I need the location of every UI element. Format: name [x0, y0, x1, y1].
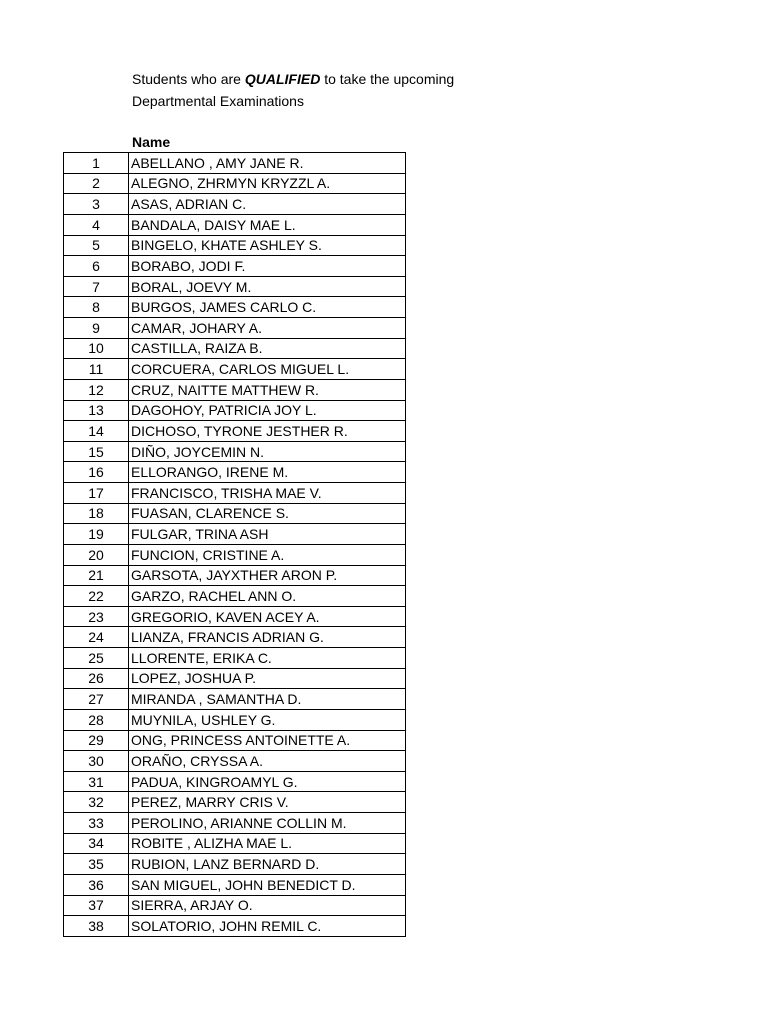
- student-name: BANDALA, DAISY MAE L.: [129, 214, 406, 235]
- row-number: 24: [64, 627, 129, 648]
- row-number: 29: [64, 730, 129, 751]
- student-name: FUNCION, CRISTINE A.: [129, 544, 406, 565]
- table-row: [64, 648, 406, 669]
- student-name: FRANCISCO, TRISHA MAE V.: [129, 483, 406, 504]
- student-name: ABELLANO , AMY JANE R.: [129, 153, 406, 174]
- student-name: SOLATORIO, JOHN REMIL C.: [129, 916, 406, 937]
- student-name: CAMAR, JOHARY A.: [129, 318, 406, 339]
- student-name: FUASAN, CLARENCE S.: [129, 503, 406, 524]
- row-number: 1: [64, 153, 129, 174]
- table-row: [64, 173, 406, 194]
- row-number: 10: [64, 338, 129, 359]
- row-number: 36: [64, 874, 129, 895]
- table-row: [64, 235, 406, 256]
- row-number: 22: [64, 586, 129, 607]
- heading-text-after: to take the upcoming: [320, 71, 455, 87]
- row-number: 7: [64, 276, 129, 297]
- row-number: 33: [64, 813, 129, 834]
- row-number: 14: [64, 421, 129, 442]
- row-number: 25: [64, 648, 129, 669]
- table-row: [64, 565, 406, 586]
- heading-line-1: [132, 68, 552, 90]
- row-number: 16: [64, 462, 129, 483]
- table-row: [64, 524, 406, 545]
- row-number: 34: [64, 833, 129, 854]
- student-name: FULGAR, TRINA ASH: [129, 524, 406, 545]
- row-number: 4: [64, 214, 129, 235]
- student-name: CASTILLA, RAIZA B.: [129, 338, 406, 359]
- student-name: BINGELO, KHATE ASHLEY S.: [129, 235, 406, 256]
- table-row: [64, 751, 406, 772]
- table-row: [64, 709, 406, 730]
- student-name: DIÑO, JOYCEMIN N.: [129, 441, 406, 462]
- table-row: [64, 421, 406, 442]
- heading-text-before: Students who are: [132, 71, 245, 87]
- table-row: [64, 833, 406, 854]
- table-row: [64, 214, 406, 235]
- student-name: LLORENTE, ERIKA C.: [129, 648, 406, 669]
- table-row: [64, 544, 406, 565]
- row-number: 12: [64, 379, 129, 400]
- table-row: [64, 730, 406, 751]
- student-name: RUBION, LANZ BERNARD D.: [129, 854, 406, 875]
- table-row: [64, 256, 406, 277]
- row-number: 31: [64, 771, 129, 792]
- table-row: [64, 916, 406, 937]
- table-row: [64, 854, 406, 875]
- table-row: [64, 379, 406, 400]
- student-name: ROBITE , ALIZHA MAE L.: [129, 833, 406, 854]
- row-number: 30: [64, 751, 129, 772]
- student-name: ALEGNO, ZHRMYN KRYZZL A.: [129, 173, 406, 194]
- student-name: ONG, PRINCESS ANTOINETTE A.: [129, 730, 406, 751]
- row-number: 37: [64, 895, 129, 916]
- qualified-emphasis: QUALIFIED: [244, 71, 321, 87]
- table-row: [64, 318, 406, 339]
- table-row: [64, 792, 406, 813]
- table-row: [64, 503, 406, 524]
- row-number: 32: [64, 792, 129, 813]
- row-number: 20: [64, 544, 129, 565]
- table-row: [64, 813, 406, 834]
- student-name: GARSOTA, JAYXTHER ARON P.: [129, 565, 406, 586]
- table-row: [64, 359, 406, 380]
- row-number: 5: [64, 235, 129, 256]
- student-name: CORCUERA, CARLOS MIGUEL L.: [129, 359, 406, 380]
- row-number: 6: [64, 256, 129, 277]
- student-name: ASAS, ADRIAN C.: [129, 194, 406, 215]
- table-row: [64, 441, 406, 462]
- row-number: 27: [64, 689, 129, 710]
- table-row: [64, 586, 406, 607]
- student-name: LIANZA, FRANCIS ADRIAN G.: [129, 627, 406, 648]
- table-row: [64, 276, 406, 297]
- student-name: CRUZ, NAITTE MATTHEW R.: [129, 379, 406, 400]
- student-name: ORAÑO, CRYSSA A.: [129, 751, 406, 772]
- roster-body: [64, 153, 406, 937]
- student-roster-table: [63, 152, 406, 937]
- student-name: GARZO, RACHEL ANN O.: [129, 586, 406, 607]
- student-name: MIRANDA , SAMANTHA D.: [129, 689, 406, 710]
- table-row: [64, 338, 406, 359]
- table-row: [64, 627, 406, 648]
- row-number: 23: [64, 606, 129, 627]
- student-name: BORABO, JODI F.: [129, 256, 406, 277]
- table-row: [64, 895, 406, 916]
- row-number: 13: [64, 400, 129, 421]
- student-name: PADUA, KINGROAMYL G.: [129, 771, 406, 792]
- table-row: [64, 689, 406, 710]
- table-row: [64, 297, 406, 318]
- student-name: LOPEZ, JOSHUA P.: [129, 668, 406, 689]
- student-name: GREGORIO, KAVEN ACEY A.: [129, 606, 406, 627]
- student-name: PEREZ, MARRY CRIS V.: [129, 792, 406, 813]
- row-number: 35: [64, 854, 129, 875]
- table-row: [64, 462, 406, 483]
- student-name: SIERRA, ARJAY O.: [129, 895, 406, 916]
- student-name: PEROLINO, ARIANNE COLLIN M.: [129, 813, 406, 834]
- row-number: 15: [64, 441, 129, 462]
- row-number: 3: [64, 194, 129, 215]
- table-row: [64, 483, 406, 504]
- row-number: 21: [64, 565, 129, 586]
- row-number: 8: [64, 297, 129, 318]
- student-name: DAGOHOY, PATRICIA JOY L.: [129, 400, 406, 421]
- table-row: [64, 606, 406, 627]
- row-number: 38: [64, 916, 129, 937]
- table-row: [64, 874, 406, 895]
- table-row: [64, 194, 406, 215]
- heading-line-2: Departmental Examinations: [132, 93, 304, 109]
- student-name: BURGOS, JAMES CARLO C.: [129, 297, 406, 318]
- table-row: [64, 668, 406, 689]
- student-name: DICHOSO, TYRONE JESTHER R.: [129, 421, 406, 442]
- row-number: 28: [64, 709, 129, 730]
- table-row: [64, 400, 406, 421]
- row-number: 19: [64, 524, 129, 545]
- student-name: MUYNILA, USHLEY G.: [129, 709, 406, 730]
- row-number: 9: [64, 318, 129, 339]
- row-number: 11: [64, 359, 129, 380]
- row-number: 26: [64, 668, 129, 689]
- table-row: [64, 771, 406, 792]
- row-number: 2: [64, 173, 129, 194]
- row-number: 18: [64, 503, 129, 524]
- name-column-header: Name: [132, 134, 171, 150]
- table-row: [64, 153, 406, 174]
- student-name: ELLORANGO, IRENE M.: [129, 462, 406, 483]
- student-name: SAN MIGUEL, JOHN BENEDICT D.: [129, 874, 406, 895]
- student-name: BORAL, JOEVY M.: [129, 276, 406, 297]
- document-heading: [132, 68, 552, 112]
- row-number: 17: [64, 483, 129, 504]
